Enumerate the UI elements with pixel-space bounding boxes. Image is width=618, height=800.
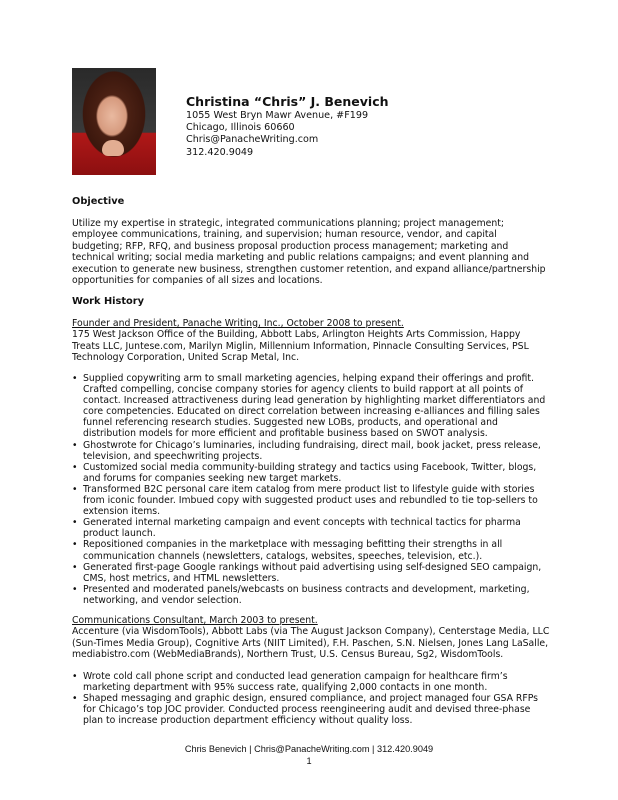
phone-number: 312.420.9049 [186, 146, 254, 158]
job-bullet-list [72, 373, 550, 606]
job-title: Founder and President, Panache Writing, Inc., October 2008 to present. [72, 318, 404, 329]
footer-contact: Chris Benevich | Chris@PanacheWriting.com | 312.420.9049 [184, 744, 434, 754]
objective-text: Utilize my expertise in strategic, integrated communications planning; project management; employee communications, training, and supervision; human resource, vendor, and capital budgeting; RFP, RFQ, and business proposal production process management; marketing and technical writing; social media marketing and public relations campaigns; and event planning and execution to generate new business, strengthen customer retention, and expand alliance/partnership opportunities for companies of all sizes and locations. [72, 218, 546, 287]
job-entry [72, 615, 550, 661]
job-bullet-list [72, 671, 550, 726]
list-item: • Supplied copywriting arm to small marketing agencies, helping expand their offerings and profit. Crafted compelling, concise company stories for agency clients to build rapport at all points of contact. Increased attractiveness during lead generation by highlighting market differentiators and core competencies. Educated on direct correlation between increasing e-alliances and filling sales funnel referencing research studies. Suggested new LOBs, products, and operational and distribution models for more efficient and profitable business based on SWOT analysis. [72, 373, 546, 440]
list-item: • Generated first-page Google rankings without paid advertising using self-designed SEO campaign, CMS, host metrics, and HTML newsletters. [72, 561, 542, 584]
profile-photo [72, 68, 156, 175]
job-title: Communications Consultant, March 2003 to present. [72, 615, 318, 626]
address-line-2: Chicago, Illinois 60660 [186, 122, 295, 134]
list-item: • Generated internal marketing campaign and event concepts with technical tactics for pharma product launch. [72, 517, 521, 540]
page-footer [0, 743, 618, 767]
job-entry [72, 318, 550, 364]
list-item: • Shaped messaging and graphic design, ensured compliance, and project managed four GSA RFPs for Chicago’s top JOC provider. Conducted process reengineering audit and devised three-phase plan to increase production department efficiency without quality loss. [72, 693, 539, 727]
list-item: • Presented and moderated panels/webcasts on business contracts and development, marketing, networking, and vendor selection. [72, 583, 530, 606]
page-number: 1 [306, 756, 312, 766]
list-item: • Repositioned companies in the marketplace with messaging befitting their strengths in all communication channels (newsletters, catalogs, websites, speeches, television, etc.). [72, 539, 503, 562]
address-line-1: 1055 West Bryn Mawr Avenue, #F199 [186, 110, 369, 121]
candidate-name: Christina “Chris” J. Benevich [186, 94, 389, 109]
objective-heading: Objective [72, 196, 125, 207]
list-item: • Customized social media community-building strategy and tactics using Facebook, Twitter, blogs, and forums for companies seeking new target markets. [72, 461, 537, 484]
job-clients: Accenture (via WisdomTools), Abbott Labs (via The August Jackson Company), Centerstage Media, LLC (Sun-Times Media Group), Cognitive Arts (NIIT Limited), F.H. Paschen, S.N. Nielsen, Jones Lang LaSalle, mediabistro.com (WebMediaBrands), Northern Trust, U.S. Census Bureau, Sg2, WisdomTools. [72, 626, 550, 661]
job-clients: 175 West Jackson Office of the Building, Abbott Labs, Arlington Heights Arts Commission, Happy Treats LLC, Juntese.com, Marilyn Miglin, Millennium Information, Pinnacle Consulting Services, PSL Technology Corporation, United Scrap Metal, Inc. [72, 329, 529, 364]
list-item: • Wrote cold call phone script and conducted lead generation campaign for healthcare firm’s marketing department with 95% success rate, qualifying 2,000 contacts in one month. [72, 671, 508, 694]
list-item: • Ghostwrote for Chicago’s luminaries, including fundraising, direct mail, book jacket, press release, television, and speechwriting projects. [72, 439, 541, 462]
list-item: • Transformed B2C personal care item catalog from mere product list to lifestyle guide with stories from iconic founder. Imbued copy with suggested product uses and rebundled to tie top-sellers to extension items. [72, 483, 538, 518]
work-history-heading: Work History [72, 296, 144, 307]
email-address: Chris@PanacheWriting.com [186, 134, 319, 146]
contact-block [186, 94, 389, 159]
